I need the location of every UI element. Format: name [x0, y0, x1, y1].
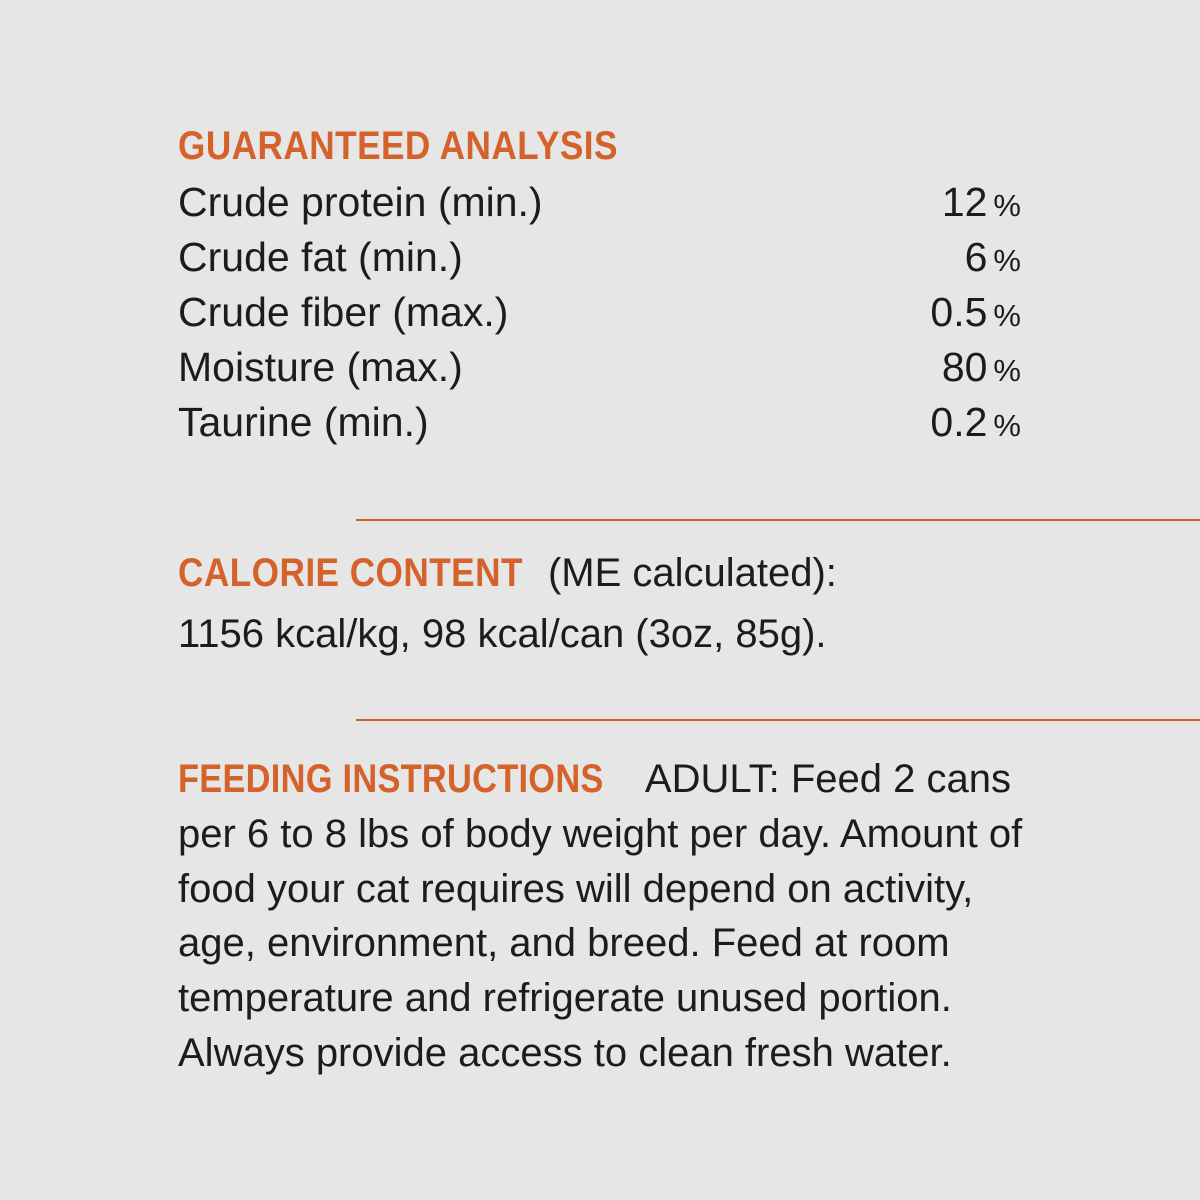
section-divider [356, 519, 1200, 521]
nutrient-value [852, 344, 1023, 402]
percent-unit: % [993, 298, 1021, 333]
nutrient-value-number: 12 [941, 179, 988, 225]
table-row [178, 347, 1023, 402]
nutrient-name: Crude fat (min.) [178, 234, 463, 280]
nutrient-name: Crude protein (min.) [178, 179, 543, 225]
calorie-content-qualifier: (ME calculated): [547, 551, 837, 595]
section-divider [356, 719, 1200, 721]
percent-unit: % [993, 408, 1021, 443]
nutrient-value [852, 179, 1023, 237]
guaranteed-analysis-heading: GUARANTEED ANALYSIS [178, 124, 618, 168]
nutrient-value [852, 234, 1023, 292]
table-row [178, 237, 1023, 292]
calorie-content-detail: 1156 kcal/kg, 98 kcal/can (3oz, 85g). [178, 612, 827, 656]
table-row [178, 402, 1023, 457]
nutrient-value-number: 0.2 [930, 399, 988, 445]
nutrient-value [852, 289, 1023, 347]
nutrient-value-number: 6 [964, 234, 988, 280]
calorie-content-section [178, 551, 1038, 656]
feeding-instructions-heading: FEEDING INSTRUCTIONS [178, 757, 604, 801]
nutrient-name: Taurine (min.) [178, 399, 429, 445]
table-row [178, 182, 1023, 237]
table-row [178, 292, 1023, 347]
nutrient-name: Moisture (max.) [178, 344, 463, 390]
percent-unit: % [993, 243, 1021, 278]
feeding-instructions-section [178, 752, 1038, 1081]
nutrient-name: Crude fiber (max.) [178, 289, 509, 335]
calorie-content-heading: CALORIE CONTENT [178, 551, 523, 595]
feeding-instructions-body: ADULT: Feed 2 cans per 6 to 8 lbs of body weight per day. Amount of food your cat requires will depend on activity, age, environment, and breed. Feed at room temperature and refrigerate unused portion. Always provide access to clean fresh water. [178, 757, 1023, 1075]
nutrient-value-number: 80 [941, 344, 988, 390]
percent-unit: % [993, 353, 1021, 388]
nutrient-value-number: 0.5 [930, 289, 988, 335]
guaranteed-analysis-table [178, 179, 1023, 457]
nutrient-value [852, 399, 1023, 457]
percent-unit: % [993, 188, 1021, 223]
